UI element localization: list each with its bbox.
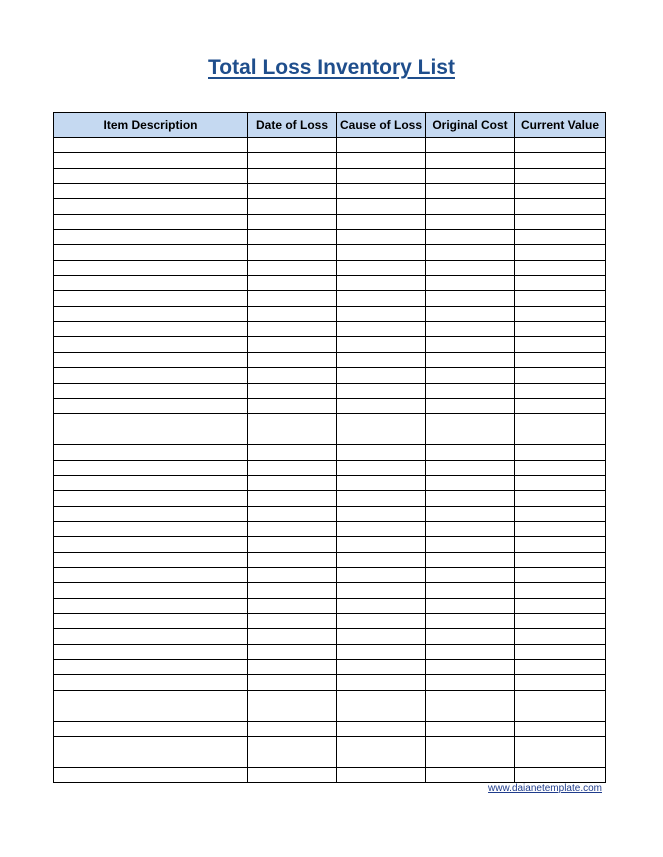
table-cell[interactable] (515, 644, 606, 659)
table-cell[interactable] (337, 184, 426, 199)
table-cell[interactable] (54, 445, 248, 460)
table-cell[interactable] (515, 768, 606, 783)
table-cell[interactable] (515, 245, 606, 260)
table-row (54, 414, 606, 445)
table-cell[interactable] (515, 291, 606, 306)
column-header-item-description: Item Description (54, 113, 248, 138)
table-cell[interactable] (337, 506, 426, 521)
table-cell[interactable] (54, 537, 248, 552)
table-row (54, 567, 606, 582)
table-cell[interactable] (248, 230, 337, 245)
table-cell[interactable] (426, 245, 515, 260)
table-cell[interactable] (426, 690, 515, 721)
table-cell[interactable] (248, 629, 337, 644)
table-cell[interactable] (515, 613, 606, 628)
table-cell[interactable] (337, 322, 426, 337)
table-row (54, 368, 606, 383)
table-cell[interactable] (248, 291, 337, 306)
table-cell[interactable] (426, 383, 515, 398)
table-cell[interactable] (248, 552, 337, 567)
table-row (54, 690, 606, 721)
table-cell[interactable] (337, 138, 426, 153)
table-cell[interactable] (248, 352, 337, 367)
table-row (54, 291, 606, 306)
table-cell[interactable] (248, 306, 337, 321)
table-cell[interactable] (54, 337, 248, 352)
table-cell[interactable] (337, 690, 426, 721)
table-cell[interactable] (248, 414, 337, 445)
table-cell[interactable] (515, 199, 606, 214)
table-row (54, 168, 606, 183)
table-row (54, 583, 606, 598)
table-cell[interactable] (426, 506, 515, 521)
table-cell[interactable] (54, 613, 248, 628)
table-cell[interactable] (515, 583, 606, 598)
table-cell[interactable] (337, 168, 426, 183)
table-row (54, 398, 606, 413)
table-row (54, 491, 606, 506)
table-row (54, 322, 606, 337)
table-cell[interactable] (337, 552, 426, 567)
table-cell[interactable] (515, 506, 606, 521)
table-row (54, 214, 606, 229)
table-cell[interactable] (337, 306, 426, 321)
table-cell[interactable] (54, 491, 248, 506)
table-cell[interactable] (337, 153, 426, 168)
table-cell[interactable] (54, 291, 248, 306)
table-cell[interactable] (426, 168, 515, 183)
table-cell[interactable] (426, 613, 515, 628)
table-cell[interactable] (248, 398, 337, 413)
table-cell[interactable] (426, 138, 515, 153)
table-cell[interactable] (337, 368, 426, 383)
table-row (54, 644, 606, 659)
table-cell[interactable] (337, 537, 426, 552)
table-cell[interactable] (248, 660, 337, 675)
table-row (54, 153, 606, 168)
table-cell[interactable] (337, 629, 426, 644)
table-cell[interactable] (337, 276, 426, 291)
table-cell[interactable] (337, 721, 426, 736)
table-cell[interactable] (426, 660, 515, 675)
table-row (54, 537, 606, 552)
table-cell[interactable] (54, 260, 248, 275)
table-cell[interactable] (426, 153, 515, 168)
table-cell[interactable] (248, 737, 337, 768)
table-cell[interactable] (54, 721, 248, 736)
table-cell[interactable] (515, 629, 606, 644)
table-cell[interactable] (337, 675, 426, 690)
table-cell[interactable] (426, 768, 515, 783)
table-cell[interactable] (515, 475, 606, 490)
table-row (54, 276, 606, 291)
table-cell[interactable] (515, 737, 606, 768)
table-cell[interactable] (248, 583, 337, 598)
table-cell[interactable] (515, 598, 606, 613)
table-cell[interactable] (54, 552, 248, 567)
table-cell[interactable] (337, 660, 426, 675)
table-cell[interactable] (515, 352, 606, 367)
table-cell[interactable] (515, 521, 606, 536)
table-cell[interactable] (248, 644, 337, 659)
table-row (54, 383, 606, 398)
table-cell[interactable] (426, 721, 515, 736)
table-cell[interactable] (248, 245, 337, 260)
table-cell[interactable] (515, 322, 606, 337)
table-cell[interactable] (54, 768, 248, 783)
table-cell[interactable] (54, 583, 248, 598)
table-cell[interactable] (426, 567, 515, 582)
table-cell[interactable] (248, 721, 337, 736)
table-cell[interactable] (54, 199, 248, 214)
table-cell[interactable] (337, 460, 426, 475)
table-cell[interactable] (426, 368, 515, 383)
table-cell[interactable] (515, 690, 606, 721)
table-row (54, 230, 606, 245)
table-cell[interactable] (248, 475, 337, 490)
table-cell[interactable] (515, 721, 606, 736)
table-row (54, 629, 606, 644)
table-cell[interactable] (54, 521, 248, 536)
table-cell[interactable] (515, 414, 606, 445)
table-cell[interactable] (426, 629, 515, 644)
table-row (54, 598, 606, 613)
table-cell[interactable] (515, 260, 606, 275)
table-row (54, 245, 606, 260)
table-cell[interactable] (426, 552, 515, 567)
table-cell[interactable] (426, 306, 515, 321)
table-cell[interactable] (426, 322, 515, 337)
page-title: Total Loss Inventory List (208, 56, 455, 79)
table-cell[interactable] (515, 552, 606, 567)
table-row (54, 460, 606, 475)
inventory-table (53, 112, 606, 783)
column-header-cause-of-loss: Cause of Loss (337, 113, 426, 138)
table-cell[interactable] (54, 414, 248, 445)
table-cell[interactable] (337, 583, 426, 598)
column-header-date-of-loss: Date of Loss (248, 113, 337, 138)
table-cell[interactable] (337, 398, 426, 413)
table-cell[interactable] (515, 491, 606, 506)
table-cell[interactable] (248, 322, 337, 337)
table-cell[interactable] (426, 199, 515, 214)
table-cell[interactable] (248, 598, 337, 613)
table-cell[interactable] (54, 383, 248, 398)
table-cell[interactable] (54, 168, 248, 183)
table-cell[interactable] (426, 521, 515, 536)
table-cell[interactable] (248, 768, 337, 783)
table-row (54, 737, 606, 768)
table-cell[interactable] (54, 475, 248, 490)
table-cell[interactable] (337, 598, 426, 613)
table-cell[interactable] (337, 475, 426, 490)
table-cell[interactable] (248, 506, 337, 521)
table-cell[interactable] (515, 398, 606, 413)
table-cell[interactable] (54, 629, 248, 644)
table-row (54, 260, 606, 275)
table-cell[interactable] (426, 491, 515, 506)
table-cell[interactable] (515, 460, 606, 475)
table-cell[interactable] (248, 445, 337, 460)
table-cell[interactable] (515, 214, 606, 229)
table-cell[interactable] (515, 230, 606, 245)
table-cell[interactable] (426, 337, 515, 352)
table-row (54, 184, 606, 199)
table-row (54, 445, 606, 460)
table-cell[interactable] (248, 613, 337, 628)
table-cell[interactable] (515, 675, 606, 690)
table-cell[interactable] (248, 276, 337, 291)
table-cell[interactable] (426, 675, 515, 690)
table-row (54, 337, 606, 352)
table-cell[interactable] (515, 337, 606, 352)
table-cell[interactable] (426, 583, 515, 598)
table-cell[interactable] (426, 184, 515, 199)
table-row (54, 199, 606, 214)
table-cell[interactable] (426, 276, 515, 291)
table-cell[interactable] (337, 199, 426, 214)
table-cell[interactable] (248, 460, 337, 475)
table-cell[interactable] (515, 660, 606, 675)
table-row (54, 675, 606, 690)
table-row (54, 660, 606, 675)
table-row (54, 721, 606, 736)
table-cell[interactable] (54, 644, 248, 659)
table-cell[interactable] (515, 153, 606, 168)
table-cell[interactable] (248, 168, 337, 183)
table-cell[interactable] (337, 230, 426, 245)
table-cell[interactable] (426, 398, 515, 413)
table-cell[interactable] (426, 214, 515, 229)
table-cell[interactable] (337, 383, 426, 398)
table-row (54, 138, 606, 153)
table-cell[interactable] (515, 445, 606, 460)
table-cell[interactable] (426, 291, 515, 306)
table-cell[interactable] (515, 184, 606, 199)
table-row (54, 306, 606, 321)
table-cell[interactable] (54, 352, 248, 367)
table-cell[interactable] (248, 368, 337, 383)
table-cell[interactable] (515, 537, 606, 552)
table-row (54, 352, 606, 367)
table-cell[interactable] (426, 445, 515, 460)
table-cell[interactable] (248, 260, 337, 275)
table-cell[interactable] (54, 398, 248, 413)
table-cell[interactable] (515, 276, 606, 291)
table-row (54, 613, 606, 628)
table-body (54, 138, 606, 783)
table-row (54, 521, 606, 536)
table-cell[interactable] (337, 245, 426, 260)
table-cell[interactable] (515, 138, 606, 153)
table-cell[interactable] (54, 690, 248, 721)
table-cell[interactable] (337, 414, 426, 445)
table-cell[interactable] (54, 322, 248, 337)
table-cell[interactable] (248, 383, 337, 398)
table-cell[interactable] (426, 644, 515, 659)
table-cell[interactable] (54, 184, 248, 199)
table-cell[interactable] (54, 214, 248, 229)
table-cell[interactable] (248, 184, 337, 199)
table-row (54, 475, 606, 490)
table-cell[interactable] (54, 368, 248, 383)
column-header-original-cost: Original Cost (426, 113, 515, 138)
table-cell[interactable] (54, 737, 248, 768)
table-cell[interactable] (54, 506, 248, 521)
table-row (54, 768, 606, 783)
table-cell[interactable] (426, 475, 515, 490)
table-cell[interactable] (337, 445, 426, 460)
table-cell[interactable] (337, 768, 426, 783)
table-cell[interactable] (426, 352, 515, 367)
table-cell[interactable] (426, 414, 515, 445)
table-cell[interactable] (337, 521, 426, 536)
table-cell[interactable] (337, 337, 426, 352)
table-cell[interactable] (515, 168, 606, 183)
table-cell[interactable] (54, 276, 248, 291)
table-cell[interactable] (248, 138, 337, 153)
table-cell[interactable] (248, 153, 337, 168)
table-cell[interactable] (515, 567, 606, 582)
table-cell[interactable] (337, 567, 426, 582)
table-cell[interactable] (337, 352, 426, 367)
table-cell[interactable] (248, 675, 337, 690)
table-cell[interactable] (54, 306, 248, 321)
table-cell[interactable] (426, 537, 515, 552)
table-cell[interactable] (426, 230, 515, 245)
table-cell[interactable] (54, 245, 248, 260)
table-cell[interactable] (337, 260, 426, 275)
table-cell[interactable] (54, 660, 248, 675)
table-cell[interactable] (337, 644, 426, 659)
table-cell[interactable] (426, 260, 515, 275)
table-cell[interactable] (248, 491, 337, 506)
table-cell[interactable] (337, 613, 426, 628)
website-link[interactable]: www.daianetemplate.com (488, 783, 602, 794)
table-cell[interactable] (426, 598, 515, 613)
table-cell[interactable] (337, 491, 426, 506)
table-header-row (54, 113, 606, 138)
table-cell[interactable] (337, 737, 426, 768)
table-cell[interactable] (248, 537, 337, 552)
table-row (54, 506, 606, 521)
table-cell[interactable] (337, 214, 426, 229)
table-cell[interactable] (248, 521, 337, 536)
table-cell[interactable] (515, 306, 606, 321)
table-cell[interactable] (54, 567, 248, 582)
table-cell[interactable] (54, 598, 248, 613)
table-cell[interactable] (248, 567, 337, 582)
table-row (54, 552, 606, 567)
table-cell[interactable] (426, 460, 515, 475)
table-cell[interactable] (515, 368, 606, 383)
table-cell[interactable] (54, 153, 248, 168)
table-cell[interactable] (54, 460, 248, 475)
table-cell[interactable] (248, 337, 337, 352)
table-cell[interactable] (54, 230, 248, 245)
table-cell[interactable] (248, 199, 337, 214)
table-cell[interactable] (337, 291, 426, 306)
table-cell[interactable] (515, 383, 606, 398)
table-cell[interactable] (54, 138, 248, 153)
column-header-current-value: Current Value (515, 113, 606, 138)
table-cell[interactable] (248, 214, 337, 229)
table-cell[interactable] (248, 690, 337, 721)
table-cell[interactable] (54, 675, 248, 690)
table-cell[interactable] (426, 737, 515, 768)
